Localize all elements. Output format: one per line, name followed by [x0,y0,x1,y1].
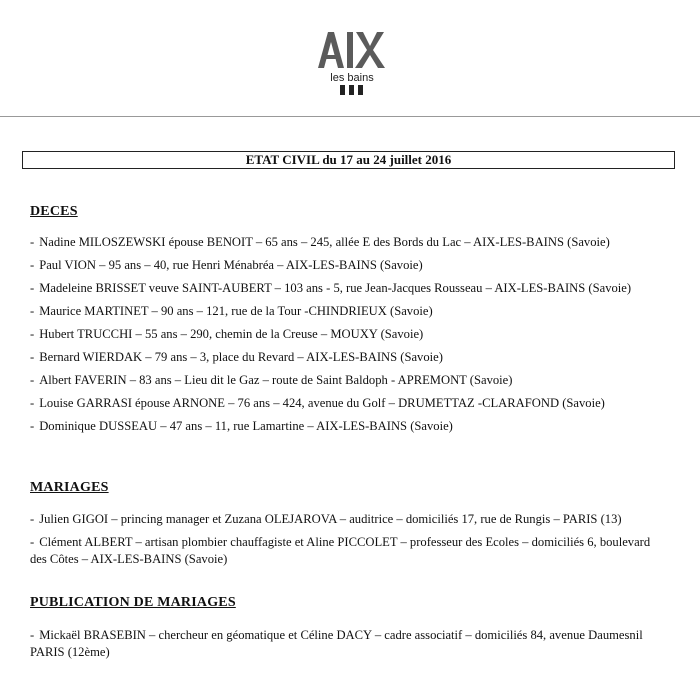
deces-item: - Madeleine BRISSET veuve SAINT-AUBERT – 103 ans - 5, rue Jean-Jacques Rousseau – AIX-LES-BAINS (Savoie) [30,281,632,295]
deces-item: - Nadine MILOSZEWSKI épouse BENOIT – 65 ans – 245, allée E des Bords du Lac – AIX-LES-BAINS (Savoie) [30,235,610,249]
mariage-item: - Clément ALBERT – artisan plombier chauffagiste et Aline PICCOLET – professeur des Ecoles – domiciliés 6, boulevard des Côtes – AIX-LES-BAINS (Savoie) [30,535,651,566]
logo-subtitle: les bains [330,72,374,84]
deces-item: - Louise GARRASI épouse ARNONE – 76 ans – 424, avenue du Golf – DRUMETTAZ -CLARAFOND (Savoie) [30,396,605,410]
aix-les-bains-logo [312,28,392,98]
section-heading-publication: PUBLICATION DE MARIAGES [30,595,236,610]
document-title: ETAT CIVIL du 17 au 24 juillet 2016 [22,151,675,169]
deces-item: - Hubert TRUCCHI – 55 ans – 290, chemin de la Creuse – MOUXY (Savoie) [30,327,424,341]
section-heading-deces: DECES [30,204,78,219]
mariage-item: - Julien GIGOI – princing manager et Zuzana OLEJAROVA – auditrice – domiciliés 17, rue de Rungis – PARIS (13) [30,512,622,526]
section-heading-mariages: MARIAGES [30,480,109,495]
header-divider [0,116,700,117]
publication-item: - Mickaël BRASEBIN – chercheur en géomatique et Céline DACY – cadre associatif – domiciliés 84, avenue Daumesnil PARIS (12ème) [30,628,643,659]
deces-item: - Maurice MARTINET – 90 ans – 121, rue de la Tour -CHINDRIEUX (Savoie) [30,304,433,318]
deces-item: - Bernard WIERDAK – 79 ans – 3, place du Revard – AIX-LES-BAINS (Savoie) [30,350,443,364]
deces-item: - Paul VION – 95 ans – 40, rue Henri Ménabréa – AIX-LES-BAINS (Savoie) [30,258,423,272]
deces-item: - Albert FAVERIN – 83 ans – Lieu dit le Gaz – route de Saint Baldoph - APREMONT (Savoie) [30,373,513,387]
deces-item: - Dominique DUSSEAU – 47 ans – 11, rue Lamartine – AIX-LES-BAINS (Savoie) [30,419,453,433]
